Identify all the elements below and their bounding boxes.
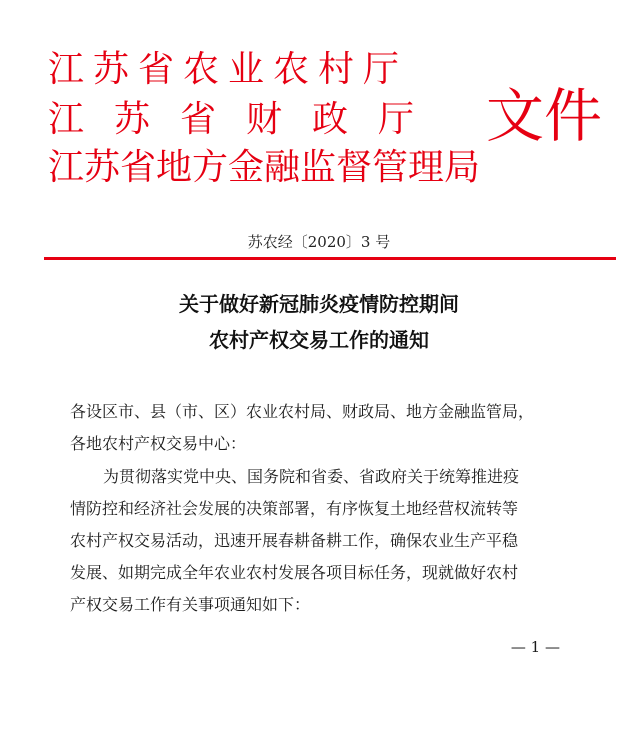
paragraph-line: 农村产权交易活动，迅速开展春耕备耕工作，确保农业生产平稳 bbox=[70, 531, 519, 550]
paragraph-line: 为贯彻落实党中央、国务院和省委、省政府关于统筹推进疫 bbox=[103, 467, 520, 486]
paragraph-line: 产权交易工作有关事项通知如下： bbox=[70, 595, 311, 614]
paragraph-line: 情防控和经济社会发展的决策部署，有序恢复土地经营权流转等 bbox=[70, 499, 519, 518]
issuer-agriculture-department: 江苏省农业农村厅 bbox=[48, 49, 409, 90]
document-title-line-1: 关于做好新冠肺炎疫情防控期间 bbox=[179, 292, 459, 316]
addressee-line-1: 各设区市、县（市、区）农业农村局、财政局、地方金融监管局， bbox=[70, 402, 535, 421]
document-number: 苏农经〔2020〕3 号 bbox=[247, 233, 391, 251]
red-separator-line bbox=[44, 257, 616, 260]
issuer-finance-department: 江苏省财政厅 bbox=[48, 99, 445, 140]
issuer-financial-supervision-bureau: 江苏省地方金融监督管理局 bbox=[48, 147, 481, 188]
addressee-line-2: 各地农村产权交易中心： bbox=[70, 434, 247, 453]
paragraph-line: 发展、如期完成全年农业农村发展各项目标任务，现就做好农村 bbox=[70, 563, 519, 582]
document-type-label: 文件 bbox=[486, 82, 603, 150]
page-number: — 1 — bbox=[510, 638, 560, 656]
document-title-line-2: 农村产权交易工作的通知 bbox=[209, 328, 429, 352]
